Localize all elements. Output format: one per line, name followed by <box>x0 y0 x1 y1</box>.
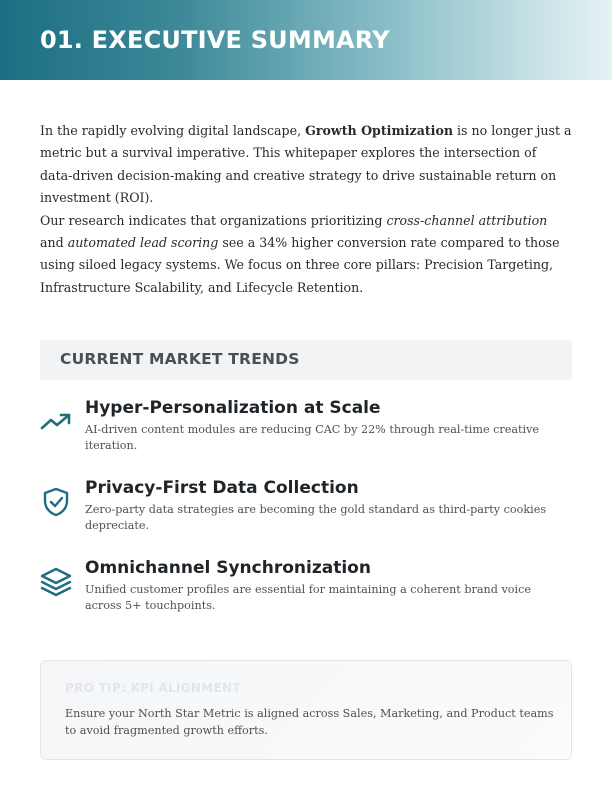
trend-description: AI-driven content modules are reducing CAC by 22% through real-time creative iteration. <box>85 423 540 452</box>
intro-text: see a 34% higher conversion rate compared to those using siloed legacy systems. We focus on three core pillars: Precision Targeting, Infrastructure Scalability, and Lifecycle Retention. <box>40 235 560 295</box>
intro-paragraph-1 <box>40 120 572 210</box>
intro-text: In the rapidly evolving digital landscape, <box>40 123 306 138</box>
intro-emphasis: cross-channel attribution <box>386 212 548 228</box>
shield-check-icon <box>40 486 72 518</box>
intro-highlight: Growth Optimization <box>305 123 454 138</box>
pro-tip-title: PRO TIP: KPI ALIGNMENT <box>65 681 241 695</box>
trending-up-icon <box>40 406 72 438</box>
trend-title: Privacy-First Data Collection <box>85 478 359 498</box>
trend-description: Zero-party data strategies are becoming the gold standard as third-party cookies depreciate. <box>85 503 547 532</box>
executive-summary-body <box>40 120 572 299</box>
intro-emphasis: automated lead scoring <box>67 235 219 251</box>
trend-description: Unified customer profiles are essential for maintaining a coherent brand voice across 5+ touchpoints. <box>85 583 531 612</box>
intro-text: is no longer just a metric but a survival imperative. This whitepaper explores the intersection of data-driven decision-making and creative strategy to drive sustainable return on investment (ROI). <box>40 123 572 206</box>
section-header <box>0 0 612 80</box>
market-trends-heading-bar <box>40 340 572 380</box>
trend-title: Omnichannel Synchronization <box>85 558 371 578</box>
layers-icon <box>40 566 72 598</box>
pro-tip-text: Ensure your North Star Metric is aligned across Sales, Marketing, and Product teams to avoid fragmented growth efforts. <box>65 707 554 737</box>
intro-text: Our research indicates that organizations prioritizing <box>40 212 387 228</box>
intro-text: and <box>40 235 68 251</box>
section-title: 01. EXECUTIVE SUMMARY <box>40 26 390 54</box>
trend-title: Hyper-Personalization at Scale <box>85 398 381 418</box>
intro-paragraph-2 <box>40 210 572 300</box>
pro-tip-callout <box>40 660 572 760</box>
market-trends-heading: CURRENT MARKET TRENDS <box>60 350 300 368</box>
